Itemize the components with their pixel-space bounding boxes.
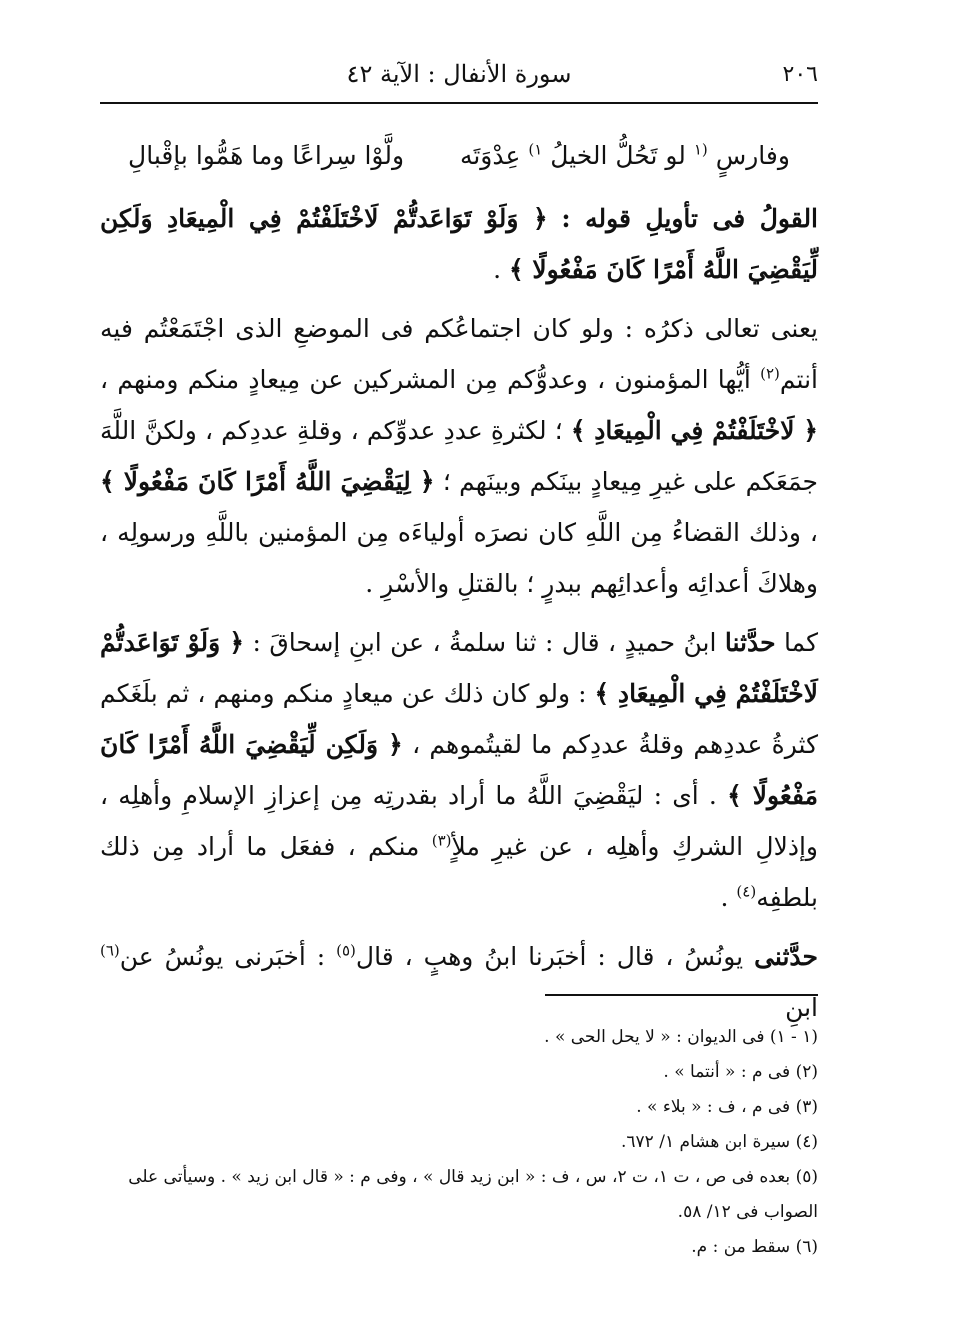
text-run: .	[493, 255, 510, 284]
text-run: ابنِ	[785, 993, 818, 1022]
verse-text-2: لو تَحُلُّ الخيلُ	[550, 141, 686, 170]
footnotes	[100, 1020, 818, 1265]
verse-text-3: عِدْوَتَه	[459, 141, 521, 170]
quran-quote: ﴿ وَلَوْ تَوَاعَدتُّمْ لَاخْتَلَفْتُمْ فِي الْمِيعَادِ ﴾	[100, 628, 818, 708]
text-run: : أخبَرنى يونُسُ عن	[119, 942, 326, 971]
text-run: منكم ، ففعَل ما أراد مِن ذلك بلطفِه	[100, 832, 818, 912]
paragraph-narration-1	[100, 617, 818, 923]
quran-quote: ﴿ وَلَكِن لِّيَقْضِيَ اللَّهُ أَمْرًا كَانَ مَفْعُولًا ﴾	[100, 730, 818, 810]
paragraph-tafsir-heading	[100, 193, 818, 295]
text-run: كما	[784, 628, 818, 657]
footnote-ref-6: (٦)	[100, 941, 120, 960]
footnote: (٤) سيرة ابن هشام ١/ ٦٧٢.	[620, 1132, 818, 1152]
text-run: ابنُ حميدٍ ، قال : ثنا سلمةُ ، عن ابنِ إسحاقَ :	[252, 628, 717, 657]
text-run: ، وذلك القضاءُ مِن اللَّهِ كان نصرَه أولياءَه مِن المؤمنين باللَّهِ ورسولِه ، وهلاكَ أعدائِه وأعدائِهم ببدرٍ ؛ بالقتلِ والأسْرِ .	[100, 518, 818, 598]
footnote-ref-1b: ١)	[528, 140, 543, 159]
text-run: .	[720, 883, 737, 912]
text-run: . أى : ليَقْضِيَ اللَّهُ ما أراد بقدرتِه مِن إعزازِ الإسلامِ وأهلِه ، وإذلالِ الشركِ وأهلِه ، عن غيرِ ملأٍ	[100, 781, 818, 861]
text-run: ؛ لكثرةِ عددِ عدوِّكم ، وقلةِ عددِكم ، ولكنَّ اللَّهَ جمَعَكم على غيرِ مِيعادٍ بينَكم وبينَهم ؛	[100, 416, 818, 496]
footnote: (٢) فى م : « أنتما » .	[663, 1062, 818, 1082]
text-run: : ولو كان ذلك عن ميعادٍ منكم ومنهم ، ثم بلَغَكم كثرةُ عددِهم وقلةُ عددِكم ما لقيتُموهم ،	[100, 679, 818, 759]
main-text	[100, 130, 818, 1041]
text-run: يونُسُ ، قال : أخبَرنا ابنُ وهبٍ ، قال	[355, 942, 744, 971]
footnote-separator	[545, 994, 818, 996]
section-lead: القولُ فى تأويلِ قوله :	[561, 204, 819, 233]
footnote: (١ - ١) فى الديوان : « لا يحل الحى » .	[544, 1027, 818, 1047]
narration-lead: حدَّثنا	[724, 628, 776, 657]
footnote-ref-2: (٢)	[760, 364, 780, 383]
paragraph-narration-2	[100, 931, 818, 1033]
footnote: (٣) فى م ، ف : « بلاء » .	[636, 1097, 818, 1117]
verse-text-4: ولَّوْا سِراعًا وما هَمُّوا بإقْبالِ	[128, 141, 405, 170]
page-header	[100, 58, 818, 104]
quran-quote: ﴿ لِيَقْضِيَ اللَّهُ أَمْرًا كَانَ مَفْعُولًا ﴾	[100, 467, 435, 496]
quran-quote: ﴿ وَلَوْ تَوَاعَدتُّمْ لَاخْتَلَفْتُمْ فِي الْمِيعَادِ وَلَكِن لِّيَقْضِيَ اللَّهُ أَمْرًا كَانَ مَفْعُولًا ﴾	[100, 204, 818, 284]
verse-text-1: وفارسٍ	[715, 141, 790, 170]
page-number: ٢٠٦	[782, 62, 818, 87]
text-run: يعنى تعالى ذكرُه : ولو كان اجتماعُكم فى الموضعِ الذى اجْتَمَعْتُم فيه أنتم	[100, 314, 818, 394]
poetry-verse	[100, 130, 818, 181]
footnote-ref-5: (٥)	[336, 941, 356, 960]
footnote-ref-3: (٣)	[431, 831, 452, 850]
footnote: (٦) سقط من : م.	[691, 1237, 818, 1257]
quran-quote: ﴿ لَاخْتَلَفْتُمْ فِي الْمِيعَادِ ﴾	[570, 416, 818, 445]
paragraph-explanation	[100, 303, 818, 609]
footnote: (٥) بعده فى ص ، ت ١، ت ٢، س ، ف : « ابن زيد قال » ، وفى م : « قال ابن زيد » . وسيأتى على الصواب فى ١٢/ ٥٨.	[128, 1167, 818, 1222]
narration-lead: حدَّثنى	[754, 942, 818, 971]
footnote-ref-1a: (١	[693, 140, 708, 159]
footnote-ref-4: (٤)	[736, 882, 757, 901]
text-run: أيُّها المؤمنون ، وعدوُّكم مِن المشركين عن مِيعادٍ منكم ومنهم ،	[100, 365, 751, 394]
running-title: سورة الأنفال : الآية ٤٢	[346, 60, 572, 88]
